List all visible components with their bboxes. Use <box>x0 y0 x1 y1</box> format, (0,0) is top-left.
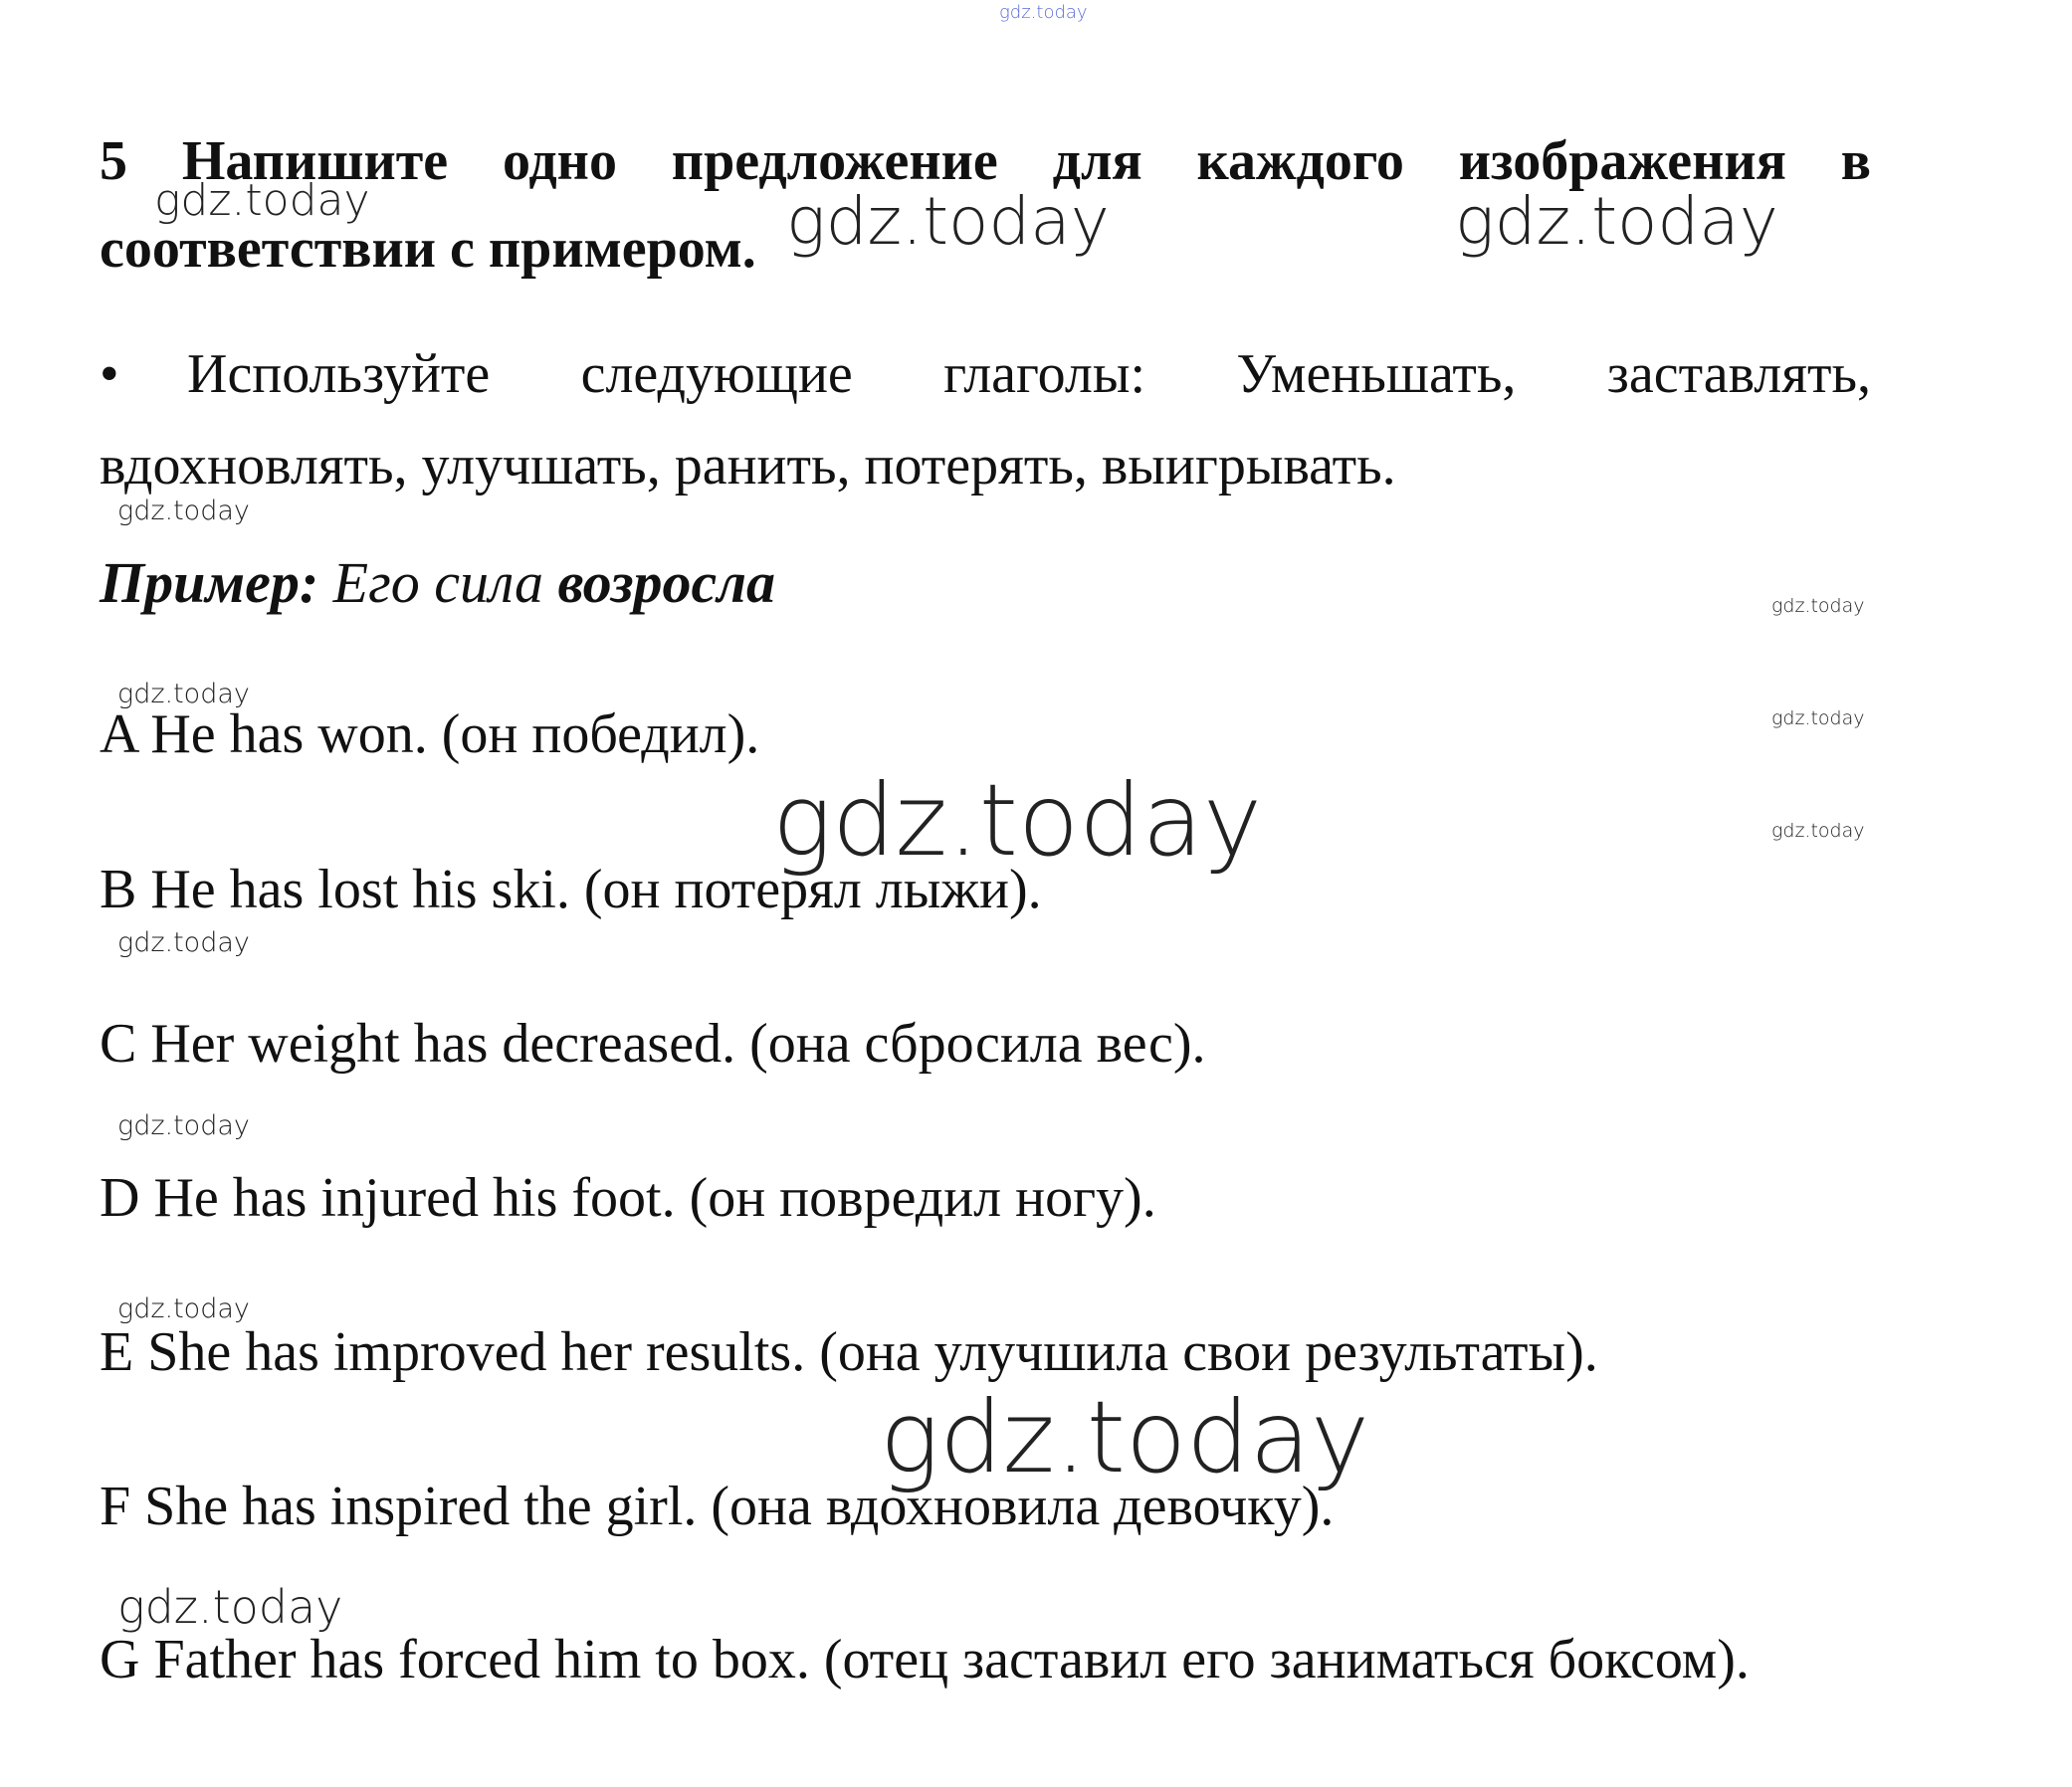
answer-a: A He has won. (он победил). <box>100 703 760 765</box>
watermark: gdz.today <box>117 679 250 709</box>
example-line <box>100 549 775 616</box>
watermark: gdz.today <box>117 496 250 526</box>
watermark: gdz.today <box>117 1580 343 1634</box>
answer-f: F She has inspired the girl. (она вдохновила девочку). <box>100 1476 1335 1537</box>
watermark: gdz.today <box>880 1379 1370 1495</box>
watermark: gdz.today <box>786 183 1110 260</box>
example-verb: возросла <box>557 550 776 615</box>
watermark: gdz.today <box>117 927 250 958</box>
watermark: gdz.today <box>1771 820 1865 842</box>
answer-c: C Her weight has decreased. (она сбросила вес). <box>100 1013 1206 1075</box>
example-label: Пример: <box>100 550 319 615</box>
example-text: Его сила <box>332 550 543 615</box>
instruction <box>100 328 1871 511</box>
watermark: gdz.today <box>117 1110 250 1141</box>
task-number: 5 <box>100 130 127 192</box>
watermark: gdz.today <box>1455 183 1778 260</box>
watermark: gdz.today <box>1771 595 1865 617</box>
instruction-text: Используйте следующие глаголы: Уменьшать, заставлять, вдохновлять, улучшать, ранить, потерять, выигрывать. <box>100 343 1871 496</box>
watermark: gdz.today <box>117 1293 250 1324</box>
answer-g: G Father has forced him to box. (отец заставил его заниматься боксом). <box>100 1629 1750 1690</box>
watermark: gdz.today <box>154 175 370 226</box>
task-title-text: Напишите одно предложение для каждого изображения в соответствии с примером. <box>100 130 1871 280</box>
watermark-top: gdz.today <box>999 2 1088 23</box>
bullet-icon: • <box>100 343 119 405</box>
answer-d: D He has injured his foot. (он повредил ногу). <box>100 1167 1156 1229</box>
watermark: gdz.today <box>772 762 1263 879</box>
watermark: gdz.today <box>1771 707 1865 729</box>
answer-e: E She has improved her results. (она улучшила свои результаты). <box>100 1321 1598 1383</box>
answer-b: B He has lost his ski. (он потерял лыжи). <box>100 859 1042 920</box>
